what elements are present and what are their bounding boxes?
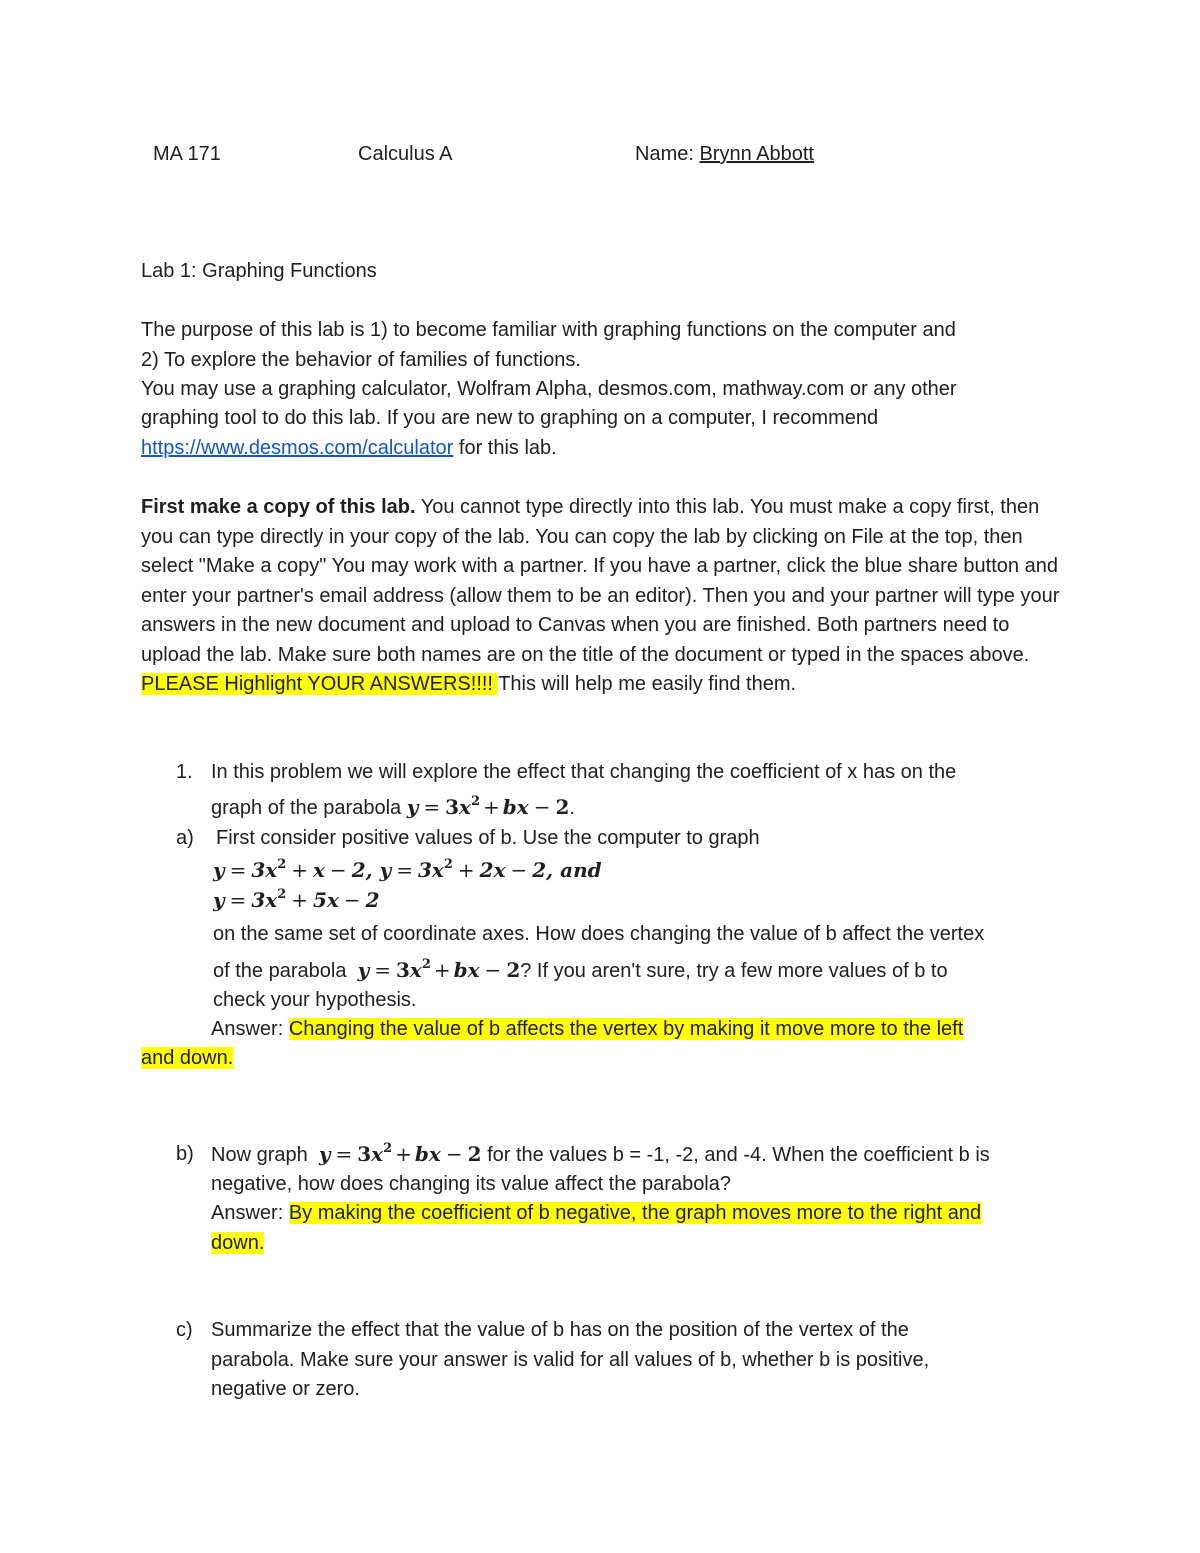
problem-intro-text: graph of the parabola [211,797,402,819]
part-c-line-2: parabola. Make sure your answer is valid for all values of b, whether b is positive, [211,1349,930,1371]
part-c-line-3: negative or zero. [211,1378,360,1400]
problem-intro-line-1: In this problem we will explore the effect that changing the coefficient of x has on the [211,761,957,783]
desmos-line-end: for this lab. [453,437,557,459]
copy-instructions-text: You cannot type directly into this lab. You must make a copy first, then you can type directly in your copy of the lab. You can copy the lab by clicking on File at the top, then select "Make a copy" You may work with a partner. If you have a partner, click the blue share button and enter your partner's email address (allow them to be an editor). Then you and your partner will type your answers in the new document and upload to Canvas when you are finished. Both partners need to upload the lab. Make sure both names are on the title of the document or typed in the spaces above. [141,496,1060,666]
part-b-label: b) [176,1143,194,1165]
equations-line-1: $y = 3x^2 + x - 2$, $y = 3x^2 + 2x - 2$, and [213,857,602,882]
part-a-answer [211,1015,963,1045]
copy-instructions [141,493,1066,700]
part-b-answer-cont [211,1229,264,1259]
part-b-line-1: Now graph $y = 3x^2$ + bx − 2 for the values b = -1, -2, and -4. When the coefficient b is [211,1141,990,1166]
copy-instructions-bold: First make a copy of this lab. [141,496,416,518]
part-c-line-1: Summarize the effect that the value of b has on the position of the vertex of the [211,1319,909,1341]
course-title: Calculus A [358,143,453,165]
answer-b-text-1: By making the coefficient of b negative, the graph moves more to the right and [288,1202,982,1224]
name-value: Brynn Abbott [699,143,814,165]
parabola-equation-b: $y = 3x^2$ + bx − 2 [318,1141,482,1166]
part-a-line-3: of the parabola $y = 3x^2$ + bx − 2? If you aren't sure, try a few more values of b to [213,957,948,982]
purpose-line-2: 2) To explore the behavior of families of functions. [141,349,581,371]
answer-label: Answer: [211,1018,289,1040]
name-label: Name: [635,143,694,165]
answer-a-text-2: and down. [141,1047,234,1069]
highlight-instruction: PLEASE Highlight YOUR ANSWERS!!!! [141,673,499,695]
copy-instructions-end: This will help me easily find them. [498,673,797,695]
part-a-line-4: check your hypothesis. [213,989,417,1011]
part-b-line-2: negative, how does changing its value affect the parabola? [211,1173,731,1195]
parabola-equation: $y = 3x^2$ + bx − 2 [406,794,570,819]
part-a-answer-cont [141,1044,233,1074]
lab-title: Lab 1: Graphing Functions [141,260,377,282]
problem-intro-end: . [569,797,575,819]
problem-number: 1. [176,761,193,783]
parabola-equation-a: $y = 3x^2$ + bx − 2 [357,957,521,982]
equations-line-2: $y = 3x^2 + 5x - 2$ [213,887,380,912]
tools-line-2: graphing tool to do this lab. If you are new to graphing on a computer, I recommend [141,407,879,429]
desmos-line [141,434,557,464]
purpose-line-1: The purpose of this lab is 1) to become familiar with graphing functions on the computer and [141,319,956,341]
answer-label-b: Answer: [211,1202,289,1224]
answer-a-text-1: Changing the value of b affects the vertex by making it move more to the left [288,1018,964,1040]
tools-line-1: You may use a graphing calculator, Wolfram Alpha, desmos.com, mathway.com or any other [141,378,957,400]
part-c-label: c) [176,1319,193,1341]
part-a-line-2: on the same set of coordinate axes. How does changing the value of b affect the vertex [213,923,985,945]
desmos-link[interactable]: https://www.desmos.com/calculator [141,437,454,459]
course-code: MA 171 [153,143,221,165]
part-a-label: a) [176,827,194,849]
part-a-line-1: First consider positive values of b. Use the computer to graph [216,827,760,849]
answer-b-text-2: down. [211,1232,265,1254]
student-name [635,140,814,170]
problem-intro-line-2 [211,793,575,824]
part-b-answer [211,1199,981,1229]
